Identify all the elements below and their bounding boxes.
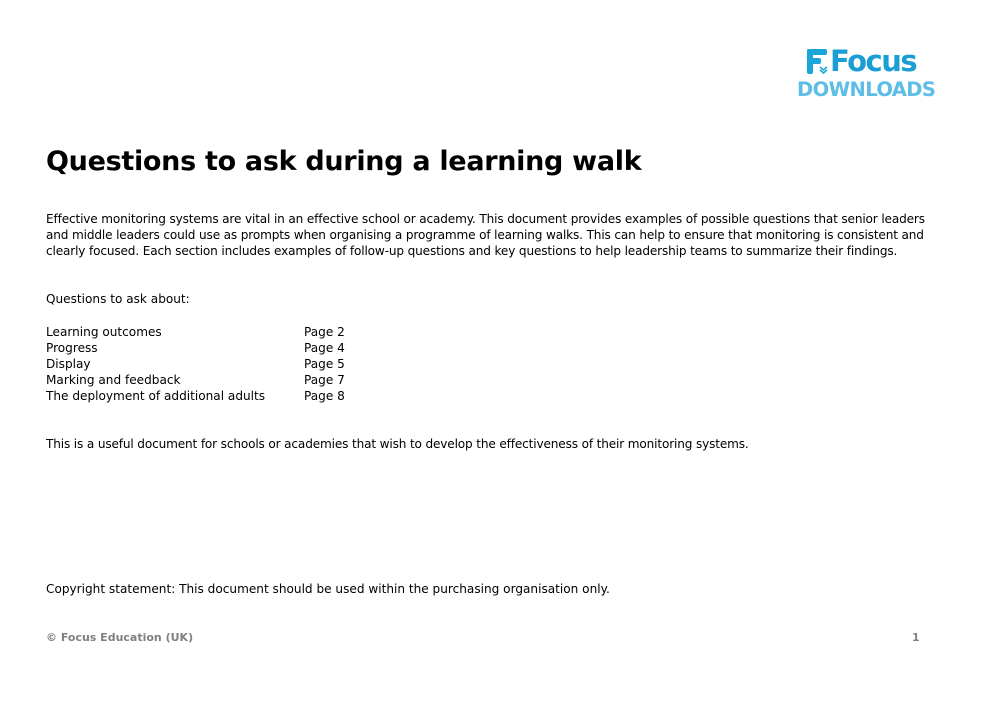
toc-page: Page 7 xyxy=(304,373,345,387)
toc-topic: Display xyxy=(46,357,91,371)
logo-wordmark: Focus xyxy=(830,44,917,78)
page-title: Questions to ask during a learning walk xyxy=(46,146,642,177)
toc-page: Page 2 xyxy=(304,325,345,339)
toc-page: Page 8 xyxy=(304,389,345,403)
logo-subtitle: DOWNLOADS xyxy=(797,78,936,101)
intro-paragraph: Effective monitoring systems are vital in an effective school or academy. This document provides examples of possible questions that senior leaders and middle leaders could use as prompts when organising a programme of learning walks. This can help to ensure that monitoring is consistent and clearly focused. Each section includes examples of follow-up questions and key questions to help leadership teams to summarize their findings. xyxy=(46,212,925,258)
toc-row-display xyxy=(46,356,345,372)
toc-topic: The deployment of additional adults xyxy=(46,389,266,403)
focus-downloads-logo xyxy=(797,44,957,104)
page-number: 1 xyxy=(912,631,920,644)
useful-note: This is a useful document for schools or academies that wish to develop the effectiveness of their monitoring systems. xyxy=(46,437,749,451)
toc-topic: Learning outcomes xyxy=(46,325,162,339)
toc-topic: Marking and feedback xyxy=(46,373,181,387)
questions-label: Questions to ask about: xyxy=(46,292,190,306)
toc-row-progress xyxy=(46,340,345,356)
toc-page: Page 4 xyxy=(304,341,345,355)
footer-copyright: © Focus Education (UK) xyxy=(46,631,194,644)
focus-f-icon xyxy=(807,46,829,76)
toc-page: Page 5 xyxy=(304,357,345,371)
toc-row-marking-feedback xyxy=(46,372,345,388)
chevron-down-icon xyxy=(819,66,828,74)
copyright-statement: Copyright statement: This document should be used within the purchasing organisation only. xyxy=(46,582,610,596)
toc-topic: Progress xyxy=(46,341,98,355)
logo-top-row xyxy=(807,44,916,78)
table-of-contents xyxy=(46,324,345,404)
toc-row-additional-adults xyxy=(46,388,345,404)
toc-row-learning-outcomes xyxy=(46,324,345,340)
